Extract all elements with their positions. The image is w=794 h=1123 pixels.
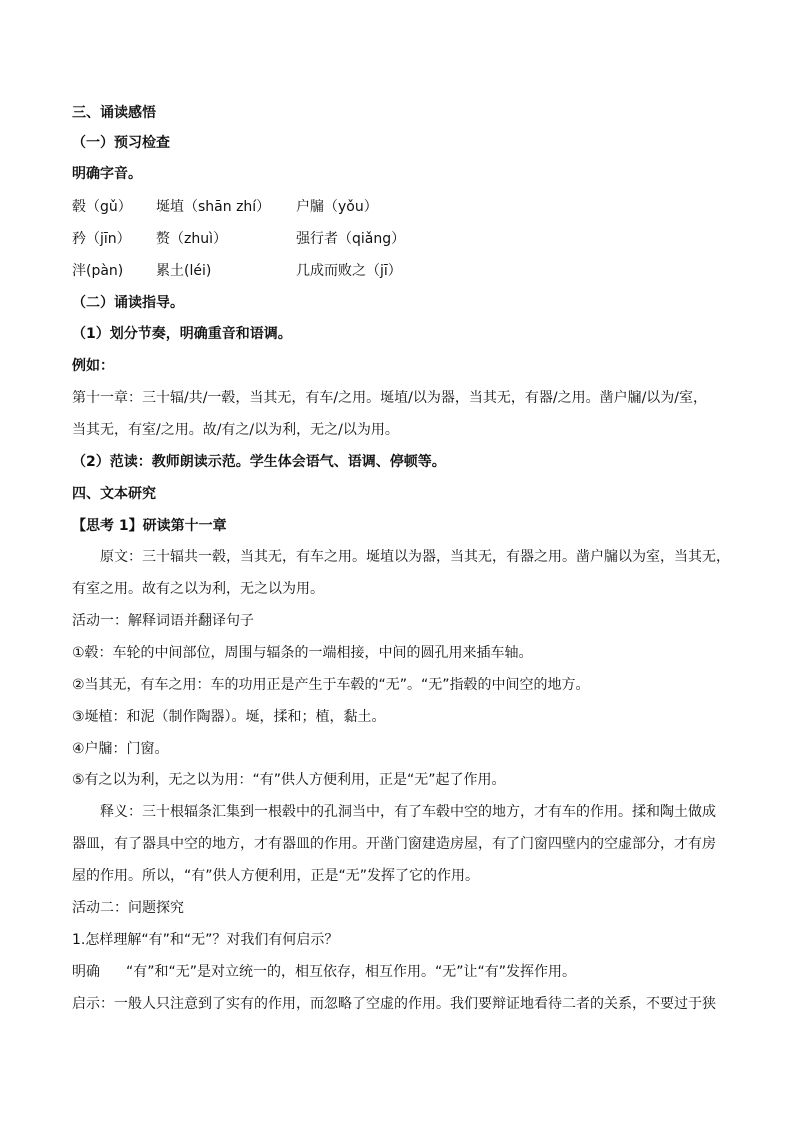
pinyin-item: 毂（gǔ）: [72, 199, 132, 215]
example-label: 例如：: [72, 358, 114, 374]
pinyin-item: 埏埴（shān zhí）: [156, 199, 271, 215]
activity-2-title: 活动二：问题探究: [72, 900, 184, 916]
chapter-split-line: 第十一章：三十辐/共/一毂，当其无，有车/之用。埏埴/以为器，当其无，有器/之用。凿户牖/以为/室，: [72, 390, 708, 406]
answer-text: “有”和“无”是对立统一的，相互依存，相互作用。“无”让“有”发挥作用。: [126, 964, 577, 980]
guide-item-1: （1）划分节奏，明确重音和语调。: [72, 326, 292, 342]
answer-label: 明确: [72, 964, 100, 980]
inspiration-line: 启示：一般人只注意到了实有的作用，而忽略了空虚的作用。我们要辩证地看待二者的关系，不要过于狭: [72, 996, 716, 1012]
annotation-note: ③埏植：和泥（制作陶器）。埏，揉和；植，黏土。: [72, 709, 386, 725]
explanation-line: 器皿，有了器具中空的地方，才有器皿的作用。开凿门窗建造房屋，有了门窗四壁内的空虚部分，才有房: [72, 836, 716, 852]
original-text-line: 原文：三十辐共一毂，当其无，有车之用。埏埴以为器，当其无，有器之用。凿户牖以为室，当其无，: [100, 549, 730, 565]
annotation-note: ②当其无，有车之用：车的功用正是产生于车毂的“无”。“无”指毂的中间空的地方。: [72, 677, 590, 693]
annotation-note: ⑤有之以为利，无之以为用：“有”供人方便利用，正是“无”起了作用。: [72, 772, 506, 788]
pinyin-item: 户牖（yǒu）: [296, 199, 378, 215]
pinyin-item: 累土(léi): [156, 263, 212, 279]
original-text-line: 有室之用。故有之以为利，无之以为用。: [72, 581, 324, 597]
section-title-4: 四、文本研究: [72, 486, 156, 502]
chapter-split-line: 当其无，有室/之用。故/有之/以为利，无之/以为用。: [72, 422, 399, 438]
section-title-3: 三、诵读感悟: [72, 105, 156, 121]
pinyin-item: 泮(pàn): [72, 263, 124, 279]
guide-item-2: （2）范读：教师朗读示范。学生体会语气、语调、停顿等。: [72, 454, 446, 470]
annotation-note: ①毂：车轮的中间部位，周围与辐条的一端相接，中间的圆孔用来插车轴。: [72, 645, 533, 661]
think-title-1: 【思考 1】研读第十一章: [72, 518, 227, 534]
pinyin-item: 矜（jīn）: [72, 231, 131, 247]
pinyin-item: 强行者（qiǎng）: [296, 231, 406, 247]
task-pronunciation: 明确字音。: [72, 166, 142, 182]
explanation-line: 屋的作用。所以，“有”供人方便利用，正是“无”发挥了它的作用。: [72, 868, 480, 884]
question-1: 1.怎样理解“有”和“无”？对我们有何启示？: [72, 932, 339, 948]
pinyin-item: 几成而败之（jī）: [296, 263, 402, 279]
activity-1-title: 活动一：解释词语并翻译句子: [72, 613, 254, 629]
explanation-line: 释义：三十根辐条汇集到一根毂中的孔洞当中，有了车毂中空的地方，才有车的作用。揉和陶土做成: [100, 804, 716, 820]
pinyin-item: 赘（zhuì）: [156, 231, 227, 247]
annotation-note: ④户牖：门窗。: [72, 741, 169, 757]
subsection-title-preview: （一）预习检查: [72, 135, 170, 151]
subsection-title-recitation: （二）诵读指导。: [72, 295, 184, 311]
